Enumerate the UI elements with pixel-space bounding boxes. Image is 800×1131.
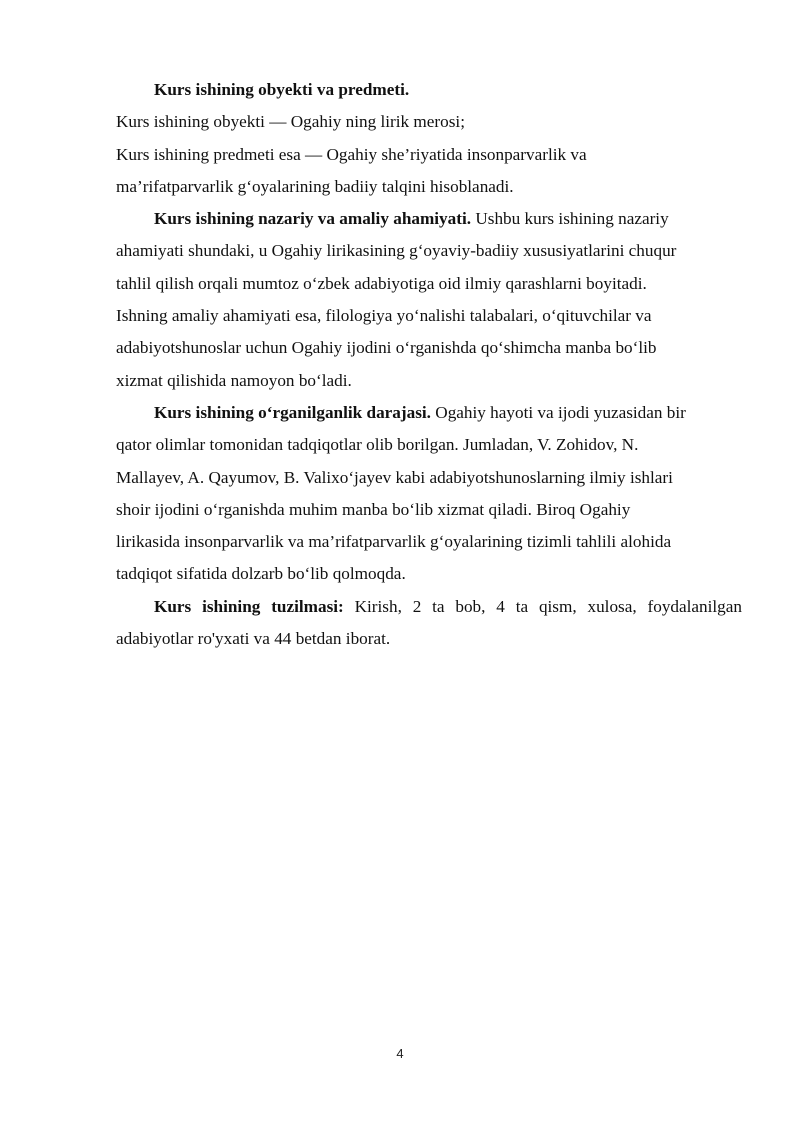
paragraph-line: ma’rifatparvarlik g‘oyalarining badiiy talqini hisoblanadi. [116,176,514,196]
paragraph-first-line [116,203,742,235]
paragraph-line: Kurs ishining obyekti — Ogahiy ning lirik merosi; [116,112,465,132]
paragraph-line: shoir ijodini o‘rganishda muhim manba bo‘lib xizmat qiladi. Biroq Ogahiy [116,499,631,519]
paragraph-text: Ushbu kurs ishining nazariy [471,209,669,229]
section-structure [116,591,742,656]
paragraph-text: Ogahiy hayoti va ijodi yuzasidan bir [430,402,686,422]
paragraph-line: qator olimlar tomonidan tadqiqotlar olib borilgan. Jumladan, V. Zohidov, N. [116,435,639,455]
paragraph-line: tahlil qilish orqali mumtoz o‘zbek adabiyotiga oid ilmiy qarashlarni boyitadi. [116,273,647,293]
paragraph-line: Mallayev, A. Qayumov, B. Valixo‘jayev kabi adabiyotshunoslarning ilmiy ishlari [116,467,673,487]
paragraph-line: Ishning amaliy ahamiyati esa, filologiya yo‘nalishi talabalari, o‘qituvchilar va [116,306,652,326]
paragraph-line: ahamiyati shundaki, u Ogahiy lirikasining g‘oyaviy-badiiy xususiyatlarini chuqur [116,241,677,261]
paragraph-line: tadqiqot sifatida dolzarb bo‘lib qolmoqda. [116,564,406,584]
section-object [116,74,742,203]
section-heading-significance: Kurs ishining nazariy va amaliy ahamiyati. [154,209,472,229]
section-heading-object: Kurs ishining obyekti va predmeti. [154,80,410,99]
paragraph-line: xizmat qilishida namoyon bo‘ladi. [116,370,352,390]
paragraph-line: adabiyotshunoslar uchun Ogahiy ijodini o‘rganishda qo‘shimcha manba bo‘lib [116,338,657,358]
paragraph-first-line [116,397,742,429]
section-study [116,397,742,591]
section-heading-structure: Kurs ishining tuzilmasi: [154,596,344,616]
section-heading-study: Kurs ishining o‘rganilganlik darajasi. [154,402,431,422]
document-body [116,74,742,655]
paragraph-text: Kirish, 2 ta bob, 4 ta qism, xulosa, foydalanilgan [343,596,743,616]
section-significance [116,203,742,397]
page-number: 4 [396,1046,404,1061]
paragraph-first-line [116,591,742,623]
paragraph-line: lirikasida insonparvarlik va ma’rifatparvarlik g‘oyalarining tizimli tahlili alohida [116,532,672,552]
paragraph-line: Kurs ishining predmeti esa — Ogahiy she’riyatida insonparvarlik va [116,144,587,164]
paragraph-line: adabiyotlar ro'yxati va 44 betdan iborat. [116,629,391,649]
